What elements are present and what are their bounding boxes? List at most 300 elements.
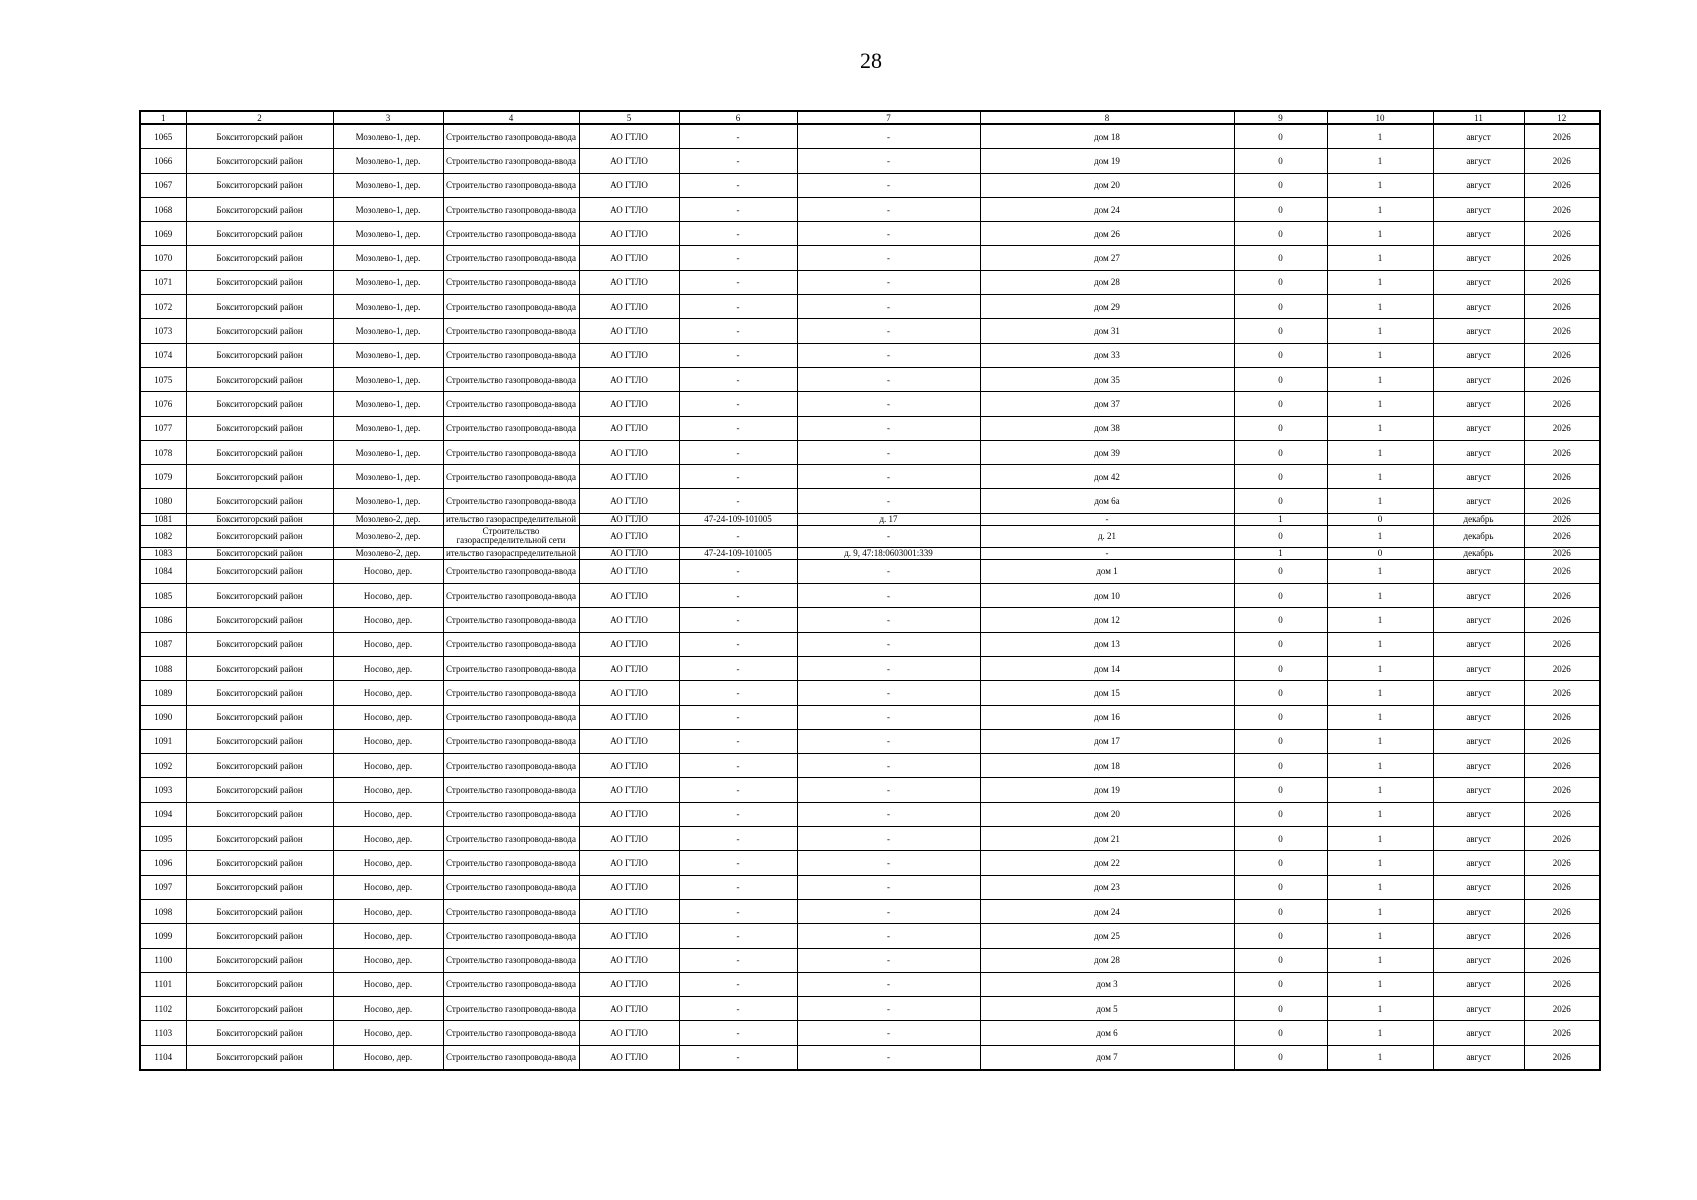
table-cell: - bbox=[797, 525, 980, 547]
table-cell: 47-24-109-101005 bbox=[679, 547, 797, 559]
table-cell: - bbox=[797, 367, 980, 391]
table-cell: Бокситогорский район bbox=[186, 149, 333, 173]
table-cell: АО ГТЛО bbox=[579, 972, 679, 996]
table-cell: 1092 bbox=[140, 754, 186, 778]
table-cell: 1 bbox=[1327, 729, 1433, 753]
table-cell: - bbox=[797, 754, 980, 778]
table-cell: август bbox=[1433, 997, 1524, 1021]
table-row bbox=[140, 465, 1600, 489]
table-cell: АО ГТЛО bbox=[579, 827, 679, 851]
table-cell: август bbox=[1433, 875, 1524, 899]
table-cell: АО ГТЛО bbox=[579, 513, 679, 525]
table-cell: АО ГТЛО bbox=[579, 948, 679, 972]
table-cell: - bbox=[797, 924, 980, 948]
table-cell: - bbox=[679, 608, 797, 632]
table-cell: 1 bbox=[1327, 802, 1433, 826]
column-header: 9 bbox=[1234, 111, 1327, 124]
table-cell: - bbox=[797, 705, 980, 729]
table-cell: 1 bbox=[1234, 513, 1327, 525]
table-cell: АО ГТЛО bbox=[579, 899, 679, 923]
table-cell: - bbox=[679, 754, 797, 778]
table-cell: Строительство газопровода-ввода bbox=[443, 440, 579, 464]
table-row bbox=[140, 972, 1600, 996]
table-row bbox=[140, 948, 1600, 972]
table-row bbox=[140, 525, 1600, 547]
table-cell: 1096 bbox=[140, 851, 186, 875]
table-cell: - bbox=[797, 681, 980, 705]
table-cell: - bbox=[797, 802, 980, 826]
table-cell: - bbox=[679, 827, 797, 851]
table-cell: 0 bbox=[1234, 1045, 1327, 1070]
table-row bbox=[140, 827, 1600, 851]
table-cell: Носово, дер. bbox=[333, 1021, 443, 1045]
table-cell: 1 bbox=[1327, 270, 1433, 294]
table-cell: - bbox=[797, 851, 980, 875]
table-cell: Бокситогорский район bbox=[186, 778, 333, 802]
table-cell: дом 12 bbox=[980, 608, 1234, 632]
table-cell: Строительство газопровода-ввода bbox=[443, 851, 579, 875]
table-cell: Мозолево-1, дер. bbox=[333, 197, 443, 221]
table-cell: дом 39 bbox=[980, 440, 1234, 464]
table-cell: Бокситогорский район bbox=[186, 1021, 333, 1045]
table-cell: 0 bbox=[1234, 559, 1327, 583]
table-cell: 0 bbox=[1234, 608, 1327, 632]
table-cell: 1 bbox=[1327, 899, 1433, 923]
table-cell: - bbox=[797, 197, 980, 221]
table-cell: Строительство газопровода-ввода bbox=[443, 319, 579, 343]
table-row bbox=[140, 729, 1600, 753]
table-cell: Строительство газопровода-ввода bbox=[443, 416, 579, 440]
table-cell: Носово, дер. bbox=[333, 827, 443, 851]
table-cell: Строительство газопровода-ввода bbox=[443, 705, 579, 729]
table-cell: 1093 bbox=[140, 778, 186, 802]
table-cell: АО ГТЛО bbox=[579, 802, 679, 826]
table-cell: АО ГТЛО bbox=[579, 997, 679, 1021]
table-cell: 1 bbox=[1327, 972, 1433, 996]
table-cell: - bbox=[679, 1045, 797, 1070]
table-cell: дом 6 bbox=[980, 1021, 1234, 1045]
table-cell: декабрь bbox=[1433, 547, 1524, 559]
table-cell: 0 bbox=[1234, 1021, 1327, 1045]
table-cell: 1 bbox=[1327, 465, 1433, 489]
table-cell: 1103 bbox=[140, 1021, 186, 1045]
table-cell: 1086 bbox=[140, 608, 186, 632]
table-cell: 2026 bbox=[1524, 632, 1600, 656]
column-header: 5 bbox=[579, 111, 679, 124]
table-cell: - bbox=[679, 343, 797, 367]
table-cell: август bbox=[1433, 246, 1524, 270]
table-cell: Бокситогорский район bbox=[186, 197, 333, 221]
table-cell: август bbox=[1433, 222, 1524, 246]
table-cell: 1065 bbox=[140, 124, 186, 149]
table-cell: 2026 bbox=[1524, 754, 1600, 778]
table-row bbox=[140, 173, 1600, 197]
table-cell: 2026 bbox=[1524, 343, 1600, 367]
table-cell: - bbox=[679, 173, 797, 197]
table-cell: 2026 bbox=[1524, 1045, 1600, 1070]
table-cell: 2026 bbox=[1524, 124, 1600, 149]
table-cell: 1077 bbox=[140, 416, 186, 440]
table-cell: 2026 bbox=[1524, 367, 1600, 391]
table-cell: АО ГТЛО bbox=[579, 729, 679, 753]
table-cell: 1078 bbox=[140, 440, 186, 464]
table-cell: Мозолево-1, дер. bbox=[333, 416, 443, 440]
table-cell: АО ГТЛО bbox=[579, 319, 679, 343]
table-cell: август bbox=[1433, 343, 1524, 367]
table-cell: 0 bbox=[1234, 124, 1327, 149]
table-cell: - bbox=[679, 367, 797, 391]
table-cell: дом 1 bbox=[980, 559, 1234, 583]
table-cell: - bbox=[797, 173, 980, 197]
table-cell: Мозолево-1, дер. bbox=[333, 440, 443, 464]
table-cell: 0 bbox=[1234, 899, 1327, 923]
table-cell: АО ГТЛО bbox=[579, 754, 679, 778]
table-cell: август bbox=[1433, 197, 1524, 221]
table-cell: - bbox=[797, 295, 980, 319]
table-cell: август bbox=[1433, 173, 1524, 197]
table-row bbox=[140, 778, 1600, 802]
table-cell: Бокситогорский район bbox=[186, 173, 333, 197]
table-cell: дом 21 bbox=[980, 827, 1234, 851]
table-cell: август bbox=[1433, 440, 1524, 464]
table-cell: Бокситогорский район bbox=[186, 465, 333, 489]
table-cell: дом 24 bbox=[980, 899, 1234, 923]
table-cell: 0 bbox=[1234, 149, 1327, 173]
table-cell: Бокситогорский район bbox=[186, 972, 333, 996]
table-cell: Строительство газопровода-ввода bbox=[443, 681, 579, 705]
table-cell: 2026 bbox=[1524, 924, 1600, 948]
table-cell: Строительство газопровода-ввода bbox=[443, 173, 579, 197]
table-cell: - bbox=[679, 416, 797, 440]
table-cell: Строительство газопровода-ввода bbox=[443, 632, 579, 656]
table-cell: 1 bbox=[1327, 343, 1433, 367]
table-cell: Носово, дер. bbox=[333, 656, 443, 680]
table-cell: - bbox=[797, 489, 980, 513]
table-cell: Бокситогорский район bbox=[186, 656, 333, 680]
table-cell: - bbox=[679, 778, 797, 802]
table-cell: - bbox=[797, 416, 980, 440]
table-cell: Мозолево-1, дер. bbox=[333, 149, 443, 173]
table-cell: АО ГТЛО bbox=[579, 440, 679, 464]
column-header: 11 bbox=[1433, 111, 1524, 124]
table-cell: ительство газораспределительной bbox=[443, 547, 579, 559]
table-cell: - bbox=[980, 547, 1234, 559]
column-header: 3 bbox=[333, 111, 443, 124]
table-cell: 0 bbox=[1234, 632, 1327, 656]
table-cell: 1 bbox=[1327, 295, 1433, 319]
table-cell: 2026 bbox=[1524, 1021, 1600, 1045]
table-cell: Мозолево-1, дер. bbox=[333, 489, 443, 513]
table-cell: август bbox=[1433, 319, 1524, 343]
table-cell: 1 bbox=[1327, 525, 1433, 547]
table-cell: дом 20 bbox=[980, 802, 1234, 826]
table-cell: август bbox=[1433, 584, 1524, 608]
table-cell: 1 bbox=[1327, 754, 1433, 778]
table-cell: 2026 bbox=[1524, 197, 1600, 221]
table-cell: АО ГТЛО bbox=[579, 584, 679, 608]
table-cell: 0 bbox=[1234, 295, 1327, 319]
table-cell: 0 bbox=[1234, 222, 1327, 246]
table-cell: 2026 bbox=[1524, 149, 1600, 173]
column-header: 7 bbox=[797, 111, 980, 124]
table-cell: - bbox=[797, 1045, 980, 1070]
table-cell: АО ГТЛО bbox=[579, 875, 679, 899]
table-cell: август bbox=[1433, 608, 1524, 632]
table-cell: дом 28 bbox=[980, 948, 1234, 972]
table-cell: 1067 bbox=[140, 173, 186, 197]
table-cell: 0 bbox=[1327, 513, 1433, 525]
table-cell: 0 bbox=[1234, 440, 1327, 464]
table-cell: Строительство газопровода-ввода bbox=[443, 802, 579, 826]
table-cell: 1104 bbox=[140, 1045, 186, 1070]
table-cell: 2026 bbox=[1524, 222, 1600, 246]
table-cell: - bbox=[797, 222, 980, 246]
table-cell: Носово, дер. bbox=[333, 802, 443, 826]
table-cell: Бокситогорский район bbox=[186, 608, 333, 632]
table-cell: Строительство газопровода-ввода bbox=[443, 489, 579, 513]
table-cell: 0 bbox=[1234, 827, 1327, 851]
table-cell: 0 bbox=[1234, 525, 1327, 547]
table-cell: Строительство газопровода-ввода bbox=[443, 559, 579, 583]
table-cell: - bbox=[679, 222, 797, 246]
table-cell: д. 21 bbox=[980, 525, 1234, 547]
table-cell: 1 bbox=[1327, 440, 1433, 464]
table-cell: 1076 bbox=[140, 392, 186, 416]
table-cell: - bbox=[797, 997, 980, 1021]
table-cell: 1 bbox=[1327, 924, 1433, 948]
table-cell: 2026 bbox=[1524, 948, 1600, 972]
table-row bbox=[140, 416, 1600, 440]
table-cell: 0 bbox=[1234, 802, 1327, 826]
table-cell: Строительство газопровода-ввода bbox=[443, 972, 579, 996]
table-cell: Мозолево-2, дер. bbox=[333, 525, 443, 547]
table-cell: 0 bbox=[1234, 246, 1327, 270]
table-cell: 1080 bbox=[140, 489, 186, 513]
table-cell: 1 bbox=[1327, 416, 1433, 440]
table-cell: - bbox=[797, 440, 980, 464]
table-row bbox=[140, 924, 1600, 948]
table-cell: 1095 bbox=[140, 827, 186, 851]
table-cell: Носово, дер. bbox=[333, 875, 443, 899]
column-header: 12 bbox=[1524, 111, 1600, 124]
page-number: 28 bbox=[860, 48, 882, 73]
table-cell: дом 26 bbox=[980, 222, 1234, 246]
table-cell: Бокситогорский район bbox=[186, 729, 333, 753]
table-cell: август bbox=[1433, 972, 1524, 996]
table-cell: 1 bbox=[1327, 246, 1433, 270]
table-cell: август bbox=[1433, 681, 1524, 705]
table-cell: - bbox=[797, 899, 980, 923]
table-cell: 1102 bbox=[140, 997, 186, 1021]
table-cell: 2026 bbox=[1524, 559, 1600, 583]
table-cell: август bbox=[1433, 632, 1524, 656]
table-cell: август bbox=[1433, 559, 1524, 583]
table-cell: 1098 bbox=[140, 899, 186, 923]
table-cell: АО ГТЛО bbox=[579, 924, 679, 948]
table-cell: 1082 bbox=[140, 525, 186, 547]
table-cell: Бокситогорский район bbox=[186, 705, 333, 729]
table-row bbox=[140, 997, 1600, 1021]
table-row bbox=[140, 222, 1600, 246]
table-cell: - bbox=[679, 559, 797, 583]
table-cell: Бокситогорский район bbox=[186, 367, 333, 391]
table-cell: 1070 bbox=[140, 246, 186, 270]
table-cell: Носово, дер. bbox=[333, 948, 443, 972]
table-row bbox=[140, 1021, 1600, 1045]
table-row bbox=[140, 440, 1600, 464]
table-cell: Строительство газораспределительной сети bbox=[443, 525, 579, 547]
table-cell: - bbox=[679, 899, 797, 923]
table-cell: 2026 bbox=[1524, 972, 1600, 996]
table-row bbox=[140, 197, 1600, 221]
table-cell: Бокситогорский район bbox=[186, 525, 333, 547]
table-cell: 2026 bbox=[1524, 465, 1600, 489]
table-cell: Строительство газопровода-ввода bbox=[443, 656, 579, 680]
table-cell: 0 bbox=[1234, 416, 1327, 440]
table-row bbox=[140, 559, 1600, 583]
table-cell: АО ГТЛО bbox=[579, 632, 679, 656]
table-row bbox=[140, 343, 1600, 367]
table-cell: 1 bbox=[1327, 1045, 1433, 1070]
table-cell: 2026 bbox=[1524, 416, 1600, 440]
table-cell: Мозолево-2, дер. bbox=[333, 513, 443, 525]
table-cell: август bbox=[1433, 729, 1524, 753]
table-cell: Бокситогорский район bbox=[186, 681, 333, 705]
column-header: 6 bbox=[679, 111, 797, 124]
table-cell: Носово, дер. bbox=[333, 778, 443, 802]
table-cell: - bbox=[679, 465, 797, 489]
table-cell: - bbox=[797, 827, 980, 851]
table-row bbox=[140, 608, 1600, 632]
table-cell: 2026 bbox=[1524, 173, 1600, 197]
table-cell: АО ГТЛО bbox=[579, 489, 679, 513]
table-cell: - bbox=[679, 440, 797, 464]
table-cell: 1079 bbox=[140, 465, 186, 489]
table-cell: Строительство газопровода-ввода bbox=[443, 778, 579, 802]
table-cell: 0 bbox=[1234, 754, 1327, 778]
column-header: 10 bbox=[1327, 111, 1433, 124]
table-cell: - bbox=[679, 802, 797, 826]
table-cell: - bbox=[679, 875, 797, 899]
table-cell: Мозолево-1, дер. bbox=[333, 319, 443, 343]
table-cell: 0 bbox=[1234, 584, 1327, 608]
table-cell: - bbox=[679, 246, 797, 270]
table-cell: август bbox=[1433, 124, 1524, 149]
table-cell: Бокситогорский район bbox=[186, 295, 333, 319]
table-row bbox=[140, 270, 1600, 294]
table-cell: Строительство газопровода-ввода bbox=[443, 948, 579, 972]
table-cell: август bbox=[1433, 416, 1524, 440]
table-cell: 2026 bbox=[1524, 656, 1600, 680]
table-cell: Строительство газопровода-ввода bbox=[443, 729, 579, 753]
table-cell: август bbox=[1433, 656, 1524, 680]
table-cell: - bbox=[797, 608, 980, 632]
table-cell: дом 35 bbox=[980, 367, 1234, 391]
table-cell: 1 bbox=[1327, 851, 1433, 875]
table-cell: 0 bbox=[1234, 656, 1327, 680]
table-cell: август bbox=[1433, 778, 1524, 802]
table-cell: АО ГТЛО bbox=[579, 851, 679, 875]
table-row bbox=[140, 802, 1600, 826]
table-cell: - bbox=[679, 729, 797, 753]
table-cell: Бокситогорский район bbox=[186, 559, 333, 583]
table-cell: 1 bbox=[1327, 319, 1433, 343]
table-cell: дом 33 bbox=[980, 343, 1234, 367]
table-cell: - bbox=[679, 851, 797, 875]
table-cell: АО ГТЛО bbox=[579, 1045, 679, 1070]
table-cell: - bbox=[797, 656, 980, 680]
table-cell: Бокситогорский район bbox=[186, 584, 333, 608]
table-cell: - bbox=[679, 270, 797, 294]
table-cell: 1099 bbox=[140, 924, 186, 948]
table-row bbox=[140, 851, 1600, 875]
table-cell: 1 bbox=[1327, 559, 1433, 583]
table-cell: дом 13 bbox=[980, 632, 1234, 656]
table-cell: 1 bbox=[1327, 584, 1433, 608]
table-cell: Бокситогорский район bbox=[186, 802, 333, 826]
table-cell: - bbox=[679, 681, 797, 705]
table-cell: 0 bbox=[1234, 343, 1327, 367]
table-cell: АО ГТЛО bbox=[579, 681, 679, 705]
table-cell: д. 17 bbox=[797, 513, 980, 525]
table-cell: 1 bbox=[1327, 948, 1433, 972]
table-cell: - bbox=[679, 124, 797, 149]
table-cell: август bbox=[1433, 827, 1524, 851]
table-cell: АО ГТЛО bbox=[579, 392, 679, 416]
table-cell: Носово, дер. bbox=[333, 1045, 443, 1070]
table-row bbox=[140, 1045, 1600, 1070]
table-cell: 1071 bbox=[140, 270, 186, 294]
table-cell: 1 bbox=[1327, 827, 1433, 851]
table-cell: Носово, дер. bbox=[333, 705, 443, 729]
table-cell: 1100 bbox=[140, 948, 186, 972]
table-cell: 0 bbox=[1234, 705, 1327, 729]
table-cell: Бокситогорский район bbox=[186, 489, 333, 513]
table-row bbox=[140, 489, 1600, 513]
table-cell: 0 bbox=[1234, 851, 1327, 875]
table-cell: - bbox=[679, 489, 797, 513]
table-cell: дом 17 bbox=[980, 729, 1234, 753]
table-cell: 1072 bbox=[140, 295, 186, 319]
table-cell: 1 bbox=[1327, 997, 1433, 1021]
table-cell: - bbox=[797, 465, 980, 489]
table-cell: - bbox=[679, 997, 797, 1021]
table-cell: 1089 bbox=[140, 681, 186, 705]
table-cell: август bbox=[1433, 149, 1524, 173]
table-cell: Бокситогорский район bbox=[186, 827, 333, 851]
table-cell: Строительство газопровода-ввода bbox=[443, 197, 579, 221]
table-cell: 1 bbox=[1327, 1021, 1433, 1045]
table-cell: дом 28 bbox=[980, 270, 1234, 294]
table-cell: дом 7 bbox=[980, 1045, 1234, 1070]
table-cell: Мозолево-1, дер. bbox=[333, 173, 443, 197]
table-cell: АО ГТЛО bbox=[579, 197, 679, 221]
table-cell: Носово, дер. bbox=[333, 851, 443, 875]
table-cell: август bbox=[1433, 295, 1524, 319]
table-cell: 1 bbox=[1327, 197, 1433, 221]
header-row bbox=[140, 111, 1600, 124]
table-cell: Бокситогорский район bbox=[186, 392, 333, 416]
table-cell: 2026 bbox=[1524, 827, 1600, 851]
table-cell: 1091 bbox=[140, 729, 186, 753]
table-cell: декабрь bbox=[1433, 513, 1524, 525]
table-cell: 1068 bbox=[140, 197, 186, 221]
table-cell: - bbox=[797, 948, 980, 972]
table-cell: 0 bbox=[1234, 367, 1327, 391]
table-cell: АО ГТЛО bbox=[579, 222, 679, 246]
table-cell: Бокситогорский район bbox=[186, 222, 333, 246]
table-cell: 1 bbox=[1327, 656, 1433, 680]
